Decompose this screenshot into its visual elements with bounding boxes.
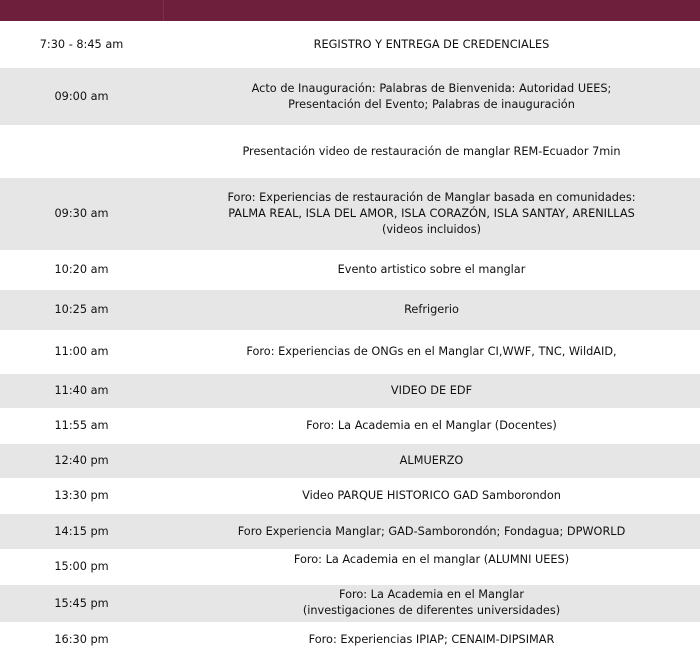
event-text: Foro: La Academia en el Manglar: [338, 587, 525, 601]
event-cell: [163, 524, 700, 540]
time-cell: 7:30 - 8:45 am: [39, 37, 124, 51]
event-cell: [163, 383, 700, 399]
table-row: [0, 290, 700, 330]
table-row: [0, 330, 700, 374]
table-row: [0, 444, 700, 478]
event-cell: [163, 418, 700, 434]
event-cell: [163, 632, 700, 648]
time-cell: 11:55 am: [54, 419, 109, 432]
event-cell: [163, 144, 700, 160]
time-cell: 10:20 am: [54, 263, 109, 276]
event-text: VIDEO DE EDF: [390, 384, 473, 397]
event-text: Foro: Experiencias de restauración de Manglar basada en comunidades:: [227, 191, 636, 204]
event-cell: [163, 262, 700, 278]
event-text: Foro: La Academia en el Manglar (Docentes): [306, 419, 557, 432]
table-row: [0, 478, 700, 514]
time-cell: 16:30 pm: [54, 633, 109, 646]
time-cell: 15:45 pm: [54, 596, 109, 610]
header-cell-event: [164, 0, 700, 21]
event-text: Foro Experiencia Manglar; GAD-Samborondón; Fondagua; DPWORLD: [237, 524, 626, 538]
event-text: ALMUERZO: [399, 454, 464, 467]
event-text: Refrigerio: [404, 303, 459, 316]
table-row: [0, 622, 700, 658]
event-cell: [163, 453, 700, 469]
event-cell: [163, 344, 700, 360]
table-row: [0, 125, 700, 178]
event-text: Foro: Experiencias IPIAP; CENAIM-DIPSIMAR: [308, 633, 555, 646]
time-cell: 12:40 pm: [54, 454, 109, 467]
event-text: Foro: Experiencias de ONGs en el Manglar CI,WWF, TNC, WildAID,: [246, 345, 617, 358]
time-cell: 15:00 pm: [54, 560, 109, 573]
time-cell: 11:40 am: [54, 384, 109, 397]
table-row: [0, 514, 700, 549]
table-row: [0, 68, 700, 125]
event-cell: [163, 37, 700, 53]
time-cell: 09:30 am: [54, 207, 109, 220]
event-text: Acto de Inauguración: Palabras de Bienvenida: Autoridad UEES;: [251, 81, 612, 95]
table-header: [0, 0, 700, 21]
event-text: REGISTRO Y ENTREGA DE CREDENCIALES: [313, 37, 550, 51]
table-row: [0, 408, 700, 444]
table-row: [0, 21, 700, 68]
agenda-table: [0, 21, 700, 658]
event-text: Presentación video de restauración de manglar REM-Ecuador 7min: [242, 144, 621, 158]
event-text: (videos incluidos): [381, 223, 482, 236]
event-text: PALMA REAL, ISLA DEL AMOR, ISLA CORAZÓN, ISLA SANTAY, ARENILLAS: [228, 207, 635, 220]
table-row: [0, 585, 700, 622]
table-row: [0, 374, 700, 408]
header-cell-time: [0, 0, 164, 21]
table-row: [0, 178, 700, 250]
event-cell: [163, 81, 700, 113]
event-text: (investigaciones de diferentes universidades): [302, 603, 561, 617]
time-cell: 10:25 am: [54, 303, 109, 316]
table-row: [0, 250, 700, 290]
time-cell: 11:00 am: [54, 345, 109, 358]
event-text: Foro: La Academia en el manglar (ALUMNI UEES): [293, 553, 570, 566]
table-row: [0, 549, 700, 585]
event-cell: [163, 552, 700, 568]
time-cell: 13:30 pm: [54, 489, 109, 502]
event-cell: [163, 302, 700, 318]
time-cell: 14:15 pm: [54, 524, 109, 538]
event-text: Presentación del Evento; Palabras de inauguración: [288, 97, 575, 111]
event-cell: [163, 488, 700, 504]
time-cell: 09:00 am: [54, 89, 109, 103]
event-text: Video PARQUE HISTORICO GAD Samborondon: [302, 489, 561, 502]
event-cell: [163, 587, 700, 619]
event-cell: [163, 190, 700, 238]
event-text: Evento artistico sobre el manglar: [337, 263, 526, 276]
